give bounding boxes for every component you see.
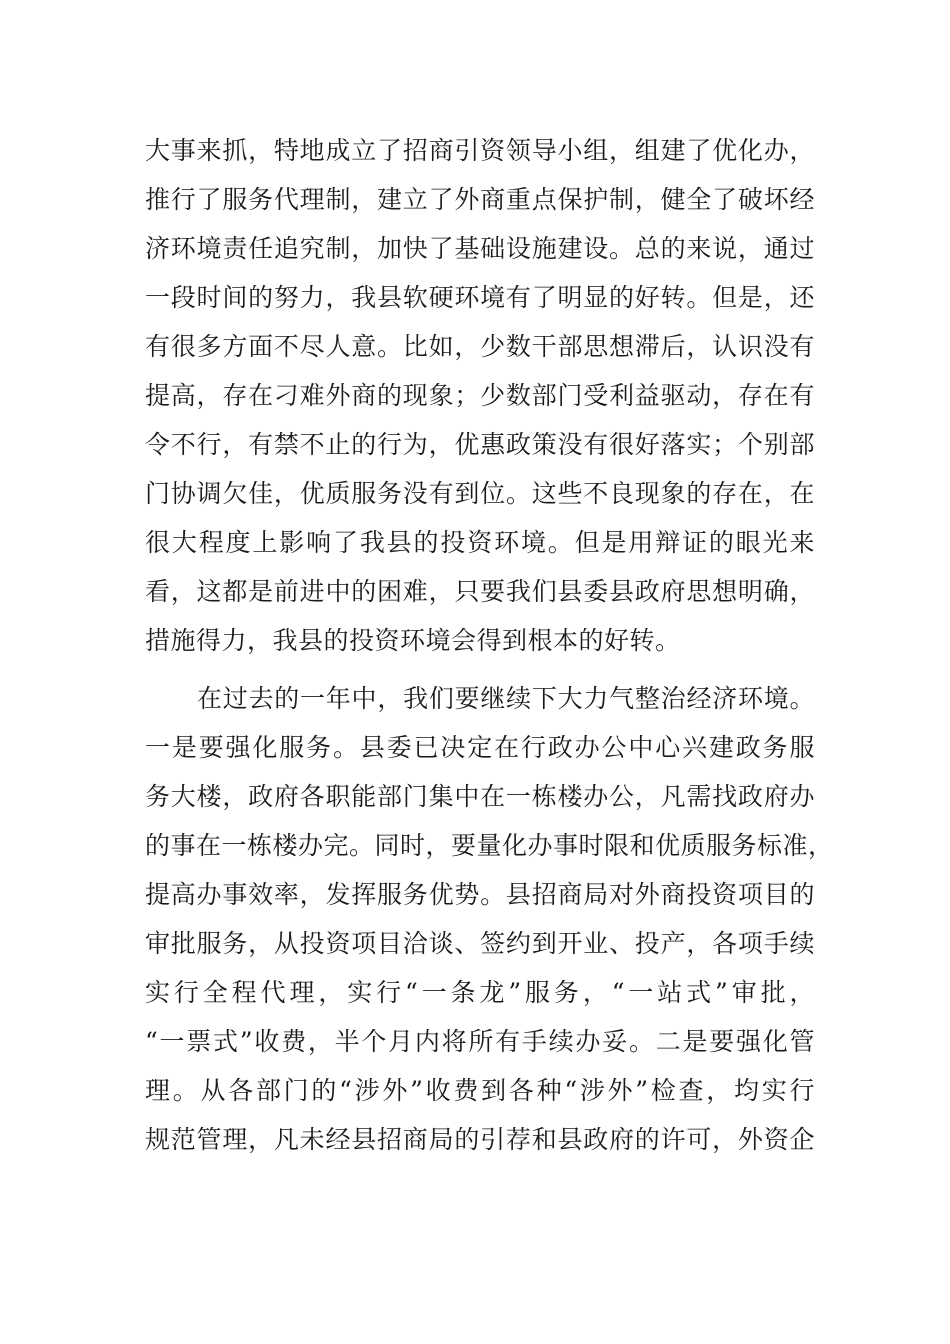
text-line: 推行了服务代理制，建立了外商重点保护制，健全了破坏经 [145,185,815,214]
text-line: 一段时间的努力，我县软硬环境有了明显的好转。但是，还 [145,283,815,312]
text-line: 务大楼，政府各职能部门集中在一栋楼办公，凡需找政府办 [145,782,815,811]
text-line: 令不行，有禁不止的行为，优惠政策没有很好落实；个别部 [145,430,815,459]
text-line: 的事在一栋楼办完。同时，要量化办事时限和优质服务标准， [145,831,834,860]
text-line: 理。从各部门的“涉外”收费到各种“涉外”检查，均实行 [145,1076,815,1105]
text-line: “一票式”收费，半个月内将所有手续办妥。二是要强化管 [145,1027,815,1056]
text-line: 门协调欠佳，优质服务没有到位。这些不良现象的存在，在 [145,479,815,508]
document-body [145,126,834,1164]
text-line: 审批服务，从投资项目洽谈、签约到开业、投产，各项手续 [145,929,815,958]
paragraph-2 [145,674,834,1164]
paragraph-1 [145,126,815,665]
text-line: 规范管理，凡未经县招商局的引荐和县政府的许可，外资企 [145,1125,815,1154]
text-line: 在过去的一年中，我们要继续下大力气整治经济环境。 [197,684,815,713]
text-line: 有很多方面不尽人意。比如，少数干部思想滞后，认识没有 [145,332,815,361]
text-line: 措施得力，我县的投资环境会得到根本的好转。 [145,626,681,655]
text-line: 一是要强化服务。县委已决定在行政办公中心兴建政务服 [145,733,815,762]
text-line: 看，这都是前进中的困难，只要我们县委县政府思想明确， [145,577,815,606]
text-line: 提高，存在刁难外商的现象；少数部门受利益驱动，存在有 [145,381,815,410]
text-line: 很大程度上影响了我县的投资环境。但是用辩证的眼光来 [145,528,815,557]
paragraph-spacer [145,665,815,674]
text-line: 大事来抓，特地成立了招商引资领导小组，组建了优化办， [145,136,815,165]
text-line: 实行全程代理，实行“一条龙”服务，“一站式”审批， [145,978,815,1007]
text-line: 济环境责任追究制，加快了基础设施建设。总的来说，通过 [145,234,815,263]
text-line: 提高办事效率，发挥服务优势。县招商局对外商投资项目的 [145,880,815,909]
